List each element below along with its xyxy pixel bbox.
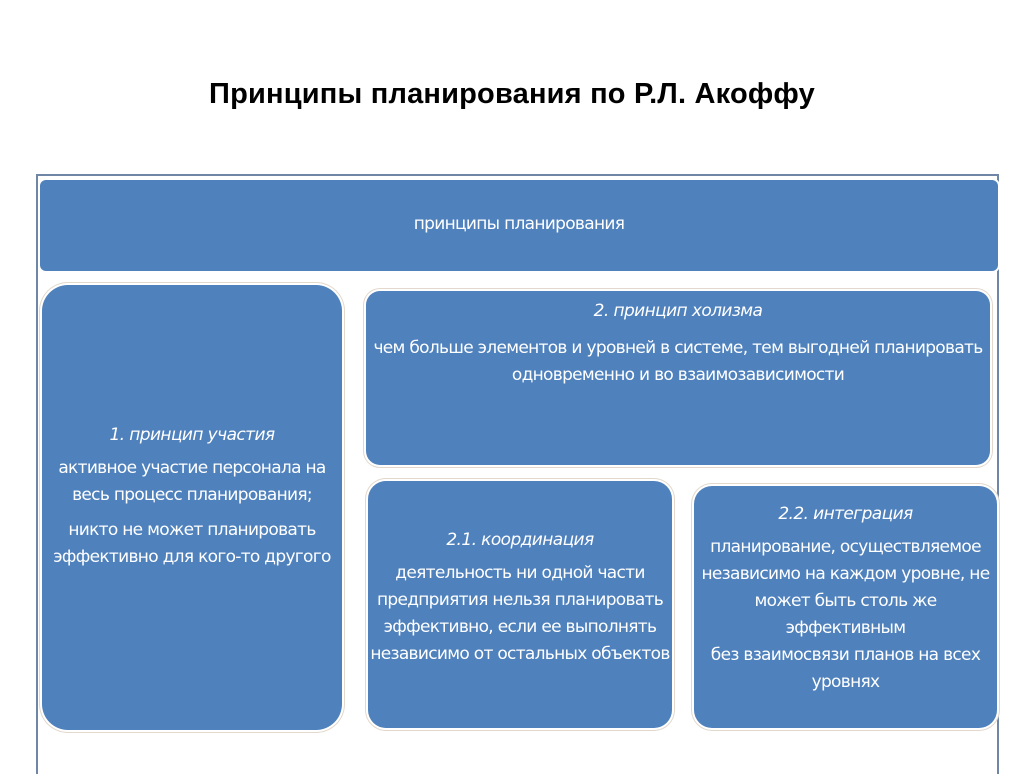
node-body [373,335,982,389]
node-heading: 2. принцип холизма [593,301,763,321]
body-line: никто не может планировать [68,519,316,540]
body-line: деятельность ни одной части [395,562,645,583]
root-node-label: принципы планирования [413,213,625,234]
node-heading: 1. принцип участия [109,424,275,445]
node-body [370,560,669,668]
node-body [53,455,330,571]
body-line: может быть столь же эффективным [754,591,937,638]
body-line: весь процесс планирования; [72,484,312,505]
node-holism-principle [366,291,990,465]
body-line: планирование, осуществляемое [710,537,981,557]
body-line: активное участие персонала на [58,457,326,478]
body-line: эффективно, если ее выполнять [383,616,657,637]
body-line: предприятия нельзя планировать [376,589,664,610]
body-line: без взаимосвязи планов на всех [710,645,981,665]
slide-title: Принципы планирования по Р.Л. Акоффу [209,78,815,110]
node-participation-principle [42,285,342,730]
body-line: уровнях [811,672,880,692]
root-node-planning-principles [40,180,998,271]
node-heading: 2.1. координация [446,529,594,550]
node-body [694,534,997,696]
body-line: одновременно и во взаимозависимости [511,365,845,385]
node-heading: 2.2. интеграция [778,504,913,524]
node-integration [694,486,997,728]
body-line: независимо от остальных объектов [370,643,670,664]
body-line: эффективно для кого-то другого [53,546,331,567]
body-line: независимо на каждом уровне, не [701,564,990,584]
node-coordination [368,481,672,728]
body-line: чем больше элементов и уровней в системе, тем выгодней планировать [373,338,983,358]
